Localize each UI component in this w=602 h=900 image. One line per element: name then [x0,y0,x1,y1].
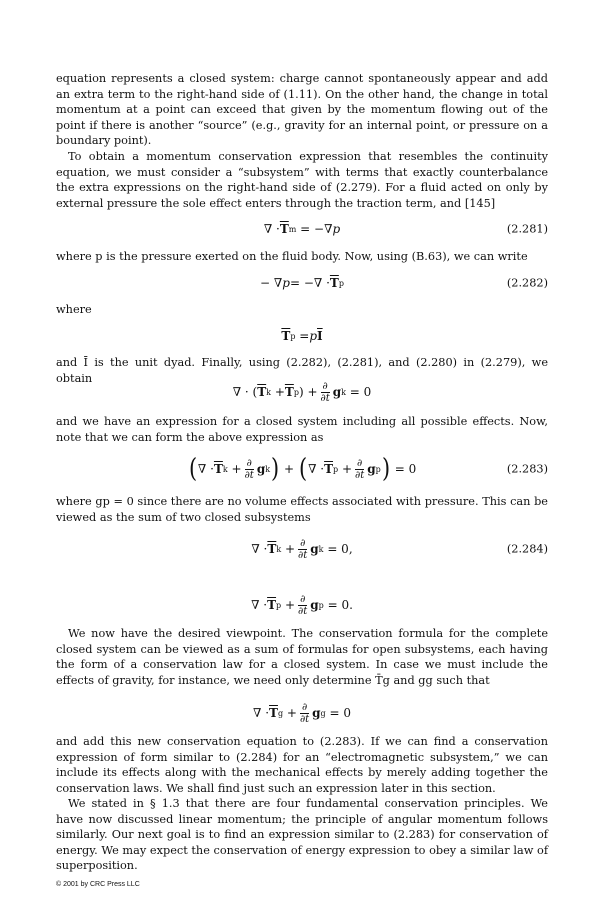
paragraph-6: and we have an expression for a closed system including all possible effects. Now, note that we can form the above expression as [56,415,548,444]
equation-number: (2.281) [506,222,548,236]
equation-pressure-subsystem: ∇ · $\overline{T}$ p + $\frac{\partial}{\partial t}$ g p = 0. [251,593,353,617]
equation-combined: ∇ · ( $\overline{T}$ k + $\overline{T}$ p ) + $\frac{\partial}{\partial t}$ g k = 0 [232,380,372,404]
equation-gravity-subsystem: ∇ · $\overline{T}$ g + $\frac{\partial}{\partial t}$ g g = 0 [253,701,351,725]
equation-number: (2.282) [506,276,548,290]
paragraph-4: where [56,303,92,316]
equation-2282: − ∇ p = −∇ · $\overline{T}$ p (2.282) [260,276,548,290]
paragraph-8: We now have the desired viewpoint. The conservation formula for the complete closed system can be viewed as a sum of formulas for open subsystems, each having the form of a conservation law for a closed system. In case we must include the effects of gravity, for instance, we need only determine T̄g and gg such that [56,627,548,687]
paragraph-5: and Ī is the unit dyad. Finally, using (2.282), (2.281), and (2.280) in (2.279), we obtain [56,356,548,385]
equation-2281: ∇ · $\overline{T}$ m = −∇ p (2.281) [263,222,548,236]
equation-tp-definition: $\overline{T}$ p = p $\overline{I}$ [281,329,323,343]
paragraph-3: where p is the pressure exerted on the fluid body. Now, using (B.63), we can write [56,250,528,263]
paragraph-7: where gp = 0 since there are no volume effects associated with pressure. This can be viewed as the sum of two closed subsystems [56,495,548,524]
equation-number: (2.284) [506,542,548,556]
equation-2283: ( ∇ · $\overline{T}$ k + $\frac{\partial}{\partial t}$ g k ) + ( ∇ · $\overline{T}$ p + $\frac{\partial}{\partial t}$ g p ) = 0 (2.283) [188,454,548,484]
equation-2284: ∇ · $\overline{T}$ k + $\frac{\partial}{\partial t}$ g k = 0, (2.284) [251,537,548,561]
equation-number: (2.283) [506,462,548,476]
copyright-footer: © 2001 by CRC Press LLC [56,881,140,888]
paragraph-2: To obtain a momentum conservation expression that resembles the continuity equation, we must consider a “subsystem” with terms that exactly counterbalance the extra expressions on the right-hand side of (2.279). For a fluid acted on only by external pressure the sole effect enters through the traction term, and [145] [56,150,548,210]
paragraph-10: We stated in § 1.3 that there are four fundamental conservation principles. We have now discussed linear momentum; the principle of angular momentum follows similarly. Our next goal is to find an expression similar to (2.283) for conservation of energy. We may expect the conservation of energy expression to obey a similar law of superposition. [56,797,548,873]
paragraph-1: equation represents a closed system: charge cannot spontaneously appear and add an extra term to the right-hand side of (1.11). On the other hand, the change in total momentum at a point can exceed that given by the momentum flowing out of the point if there is another “source” (e.g., gravity for an internal point, or pressure on a boundary point). [56,72,548,148]
paragraph-9: and add this new conservation equation to (2.283). If we can find a conservation expression of form similar to (2.284) for an “electromagnetic subsystem,” we can include its effects along with the mechanical effects by merely adding together the conservation laws. We shall find just such an expression later in this section. [56,735,548,795]
